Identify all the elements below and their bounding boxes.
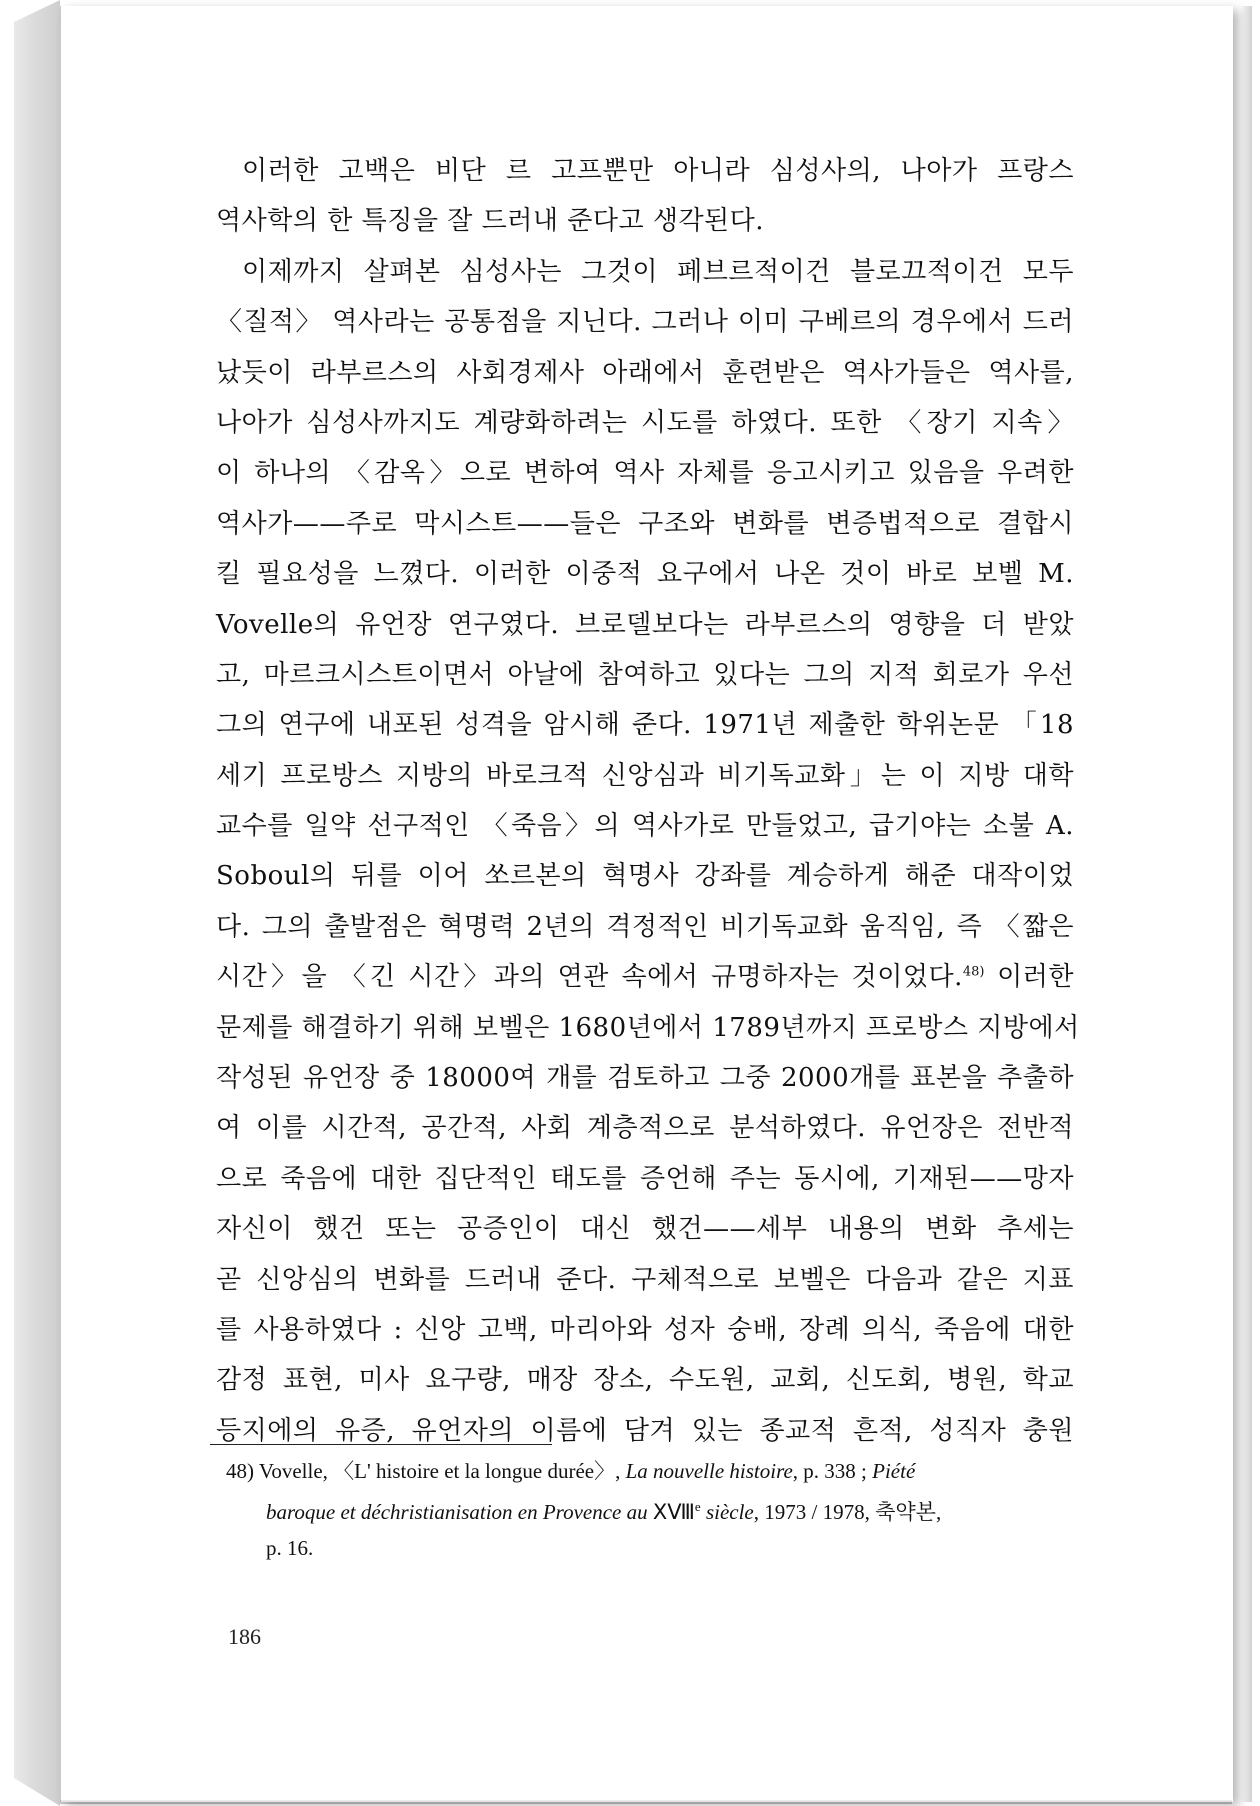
- text-line-content: 역사가——주로 막시스트——들은 구조와 변화를 변증법적으로 결합시: [216, 508, 1074, 539]
- text-line-content: 여 이를 시간적, 공간적, 사회 계층적으로 분석하였다. 유언장은 전반적: [216, 1113, 1074, 1144]
- text-line-content: Vovelle의 유언장 연구였다. 브로델보다는 라부르스의 영향을 더 받았: [216, 609, 1074, 640]
- text-line: [216, 348, 1074, 398]
- text-line-content: 감정 표현, 미사 요구량, 매장 장소, 수도원, 교회, 신도회, 병원, 학교: [216, 1365, 1074, 1396]
- text-line: [216, 902, 1074, 952]
- footnote-text: , p. 338 ;: [792, 1459, 873, 1483]
- footnote-superscript: e: [694, 1499, 701, 1514]
- text-line: [216, 499, 1074, 549]
- text-line-content: 이 하나의 〈감옥〉으로 변하여 역사 자체를 응고시키고 있음을 우려한: [216, 458, 1075, 489]
- footnote-title: baroque et déchristianisation en Provence au: [266, 1500, 653, 1524]
- text-line: [216, 1204, 1074, 1254]
- page-bottom-edge: [60, 1800, 1232, 1804]
- text-line-content: 다. 그의 출발점은 혁명력 2년의 격정적인 비기독교화 움직임, 즉 〈짧은: [216, 911, 1074, 942]
- text-line: [216, 297, 1074, 347]
- text-line: [216, 952, 1074, 1002]
- text-line: [216, 1305, 1074, 1355]
- text-line-content: 고, 마르크시스트이면서 아날에 참여하고 있다는 그의 지적 회로가 우선: [216, 659, 1074, 690]
- text-line-content: 세기 프로방스 지방의 바로크적 신앙심과 비기독교화」는 이 지방 대학: [216, 760, 1074, 791]
- text-line: [216, 1255, 1074, 1305]
- text-line-content: 자신이 했건 또는 공증인이 대신 했건——세부 내용의 변화 추세는: [216, 1214, 1074, 1245]
- footnote-line: [226, 1453, 1076, 1489]
- footnote-text: Vovelle, 〈L' histoire et la longue durée〉,: [254, 1459, 626, 1483]
- text-line-content: 시간〉을 〈긴 시간〉과의 연관 속에서 규명하자는 것이었다.: [216, 962, 963, 993]
- footnote-title: siècle: [700, 1500, 754, 1524]
- text-line-content: 를 사용하였다 : 신앙 고백, 마리아와 성자 숭배, 장례 의식, 죽음에 대한: [216, 1314, 1074, 1345]
- text-line: [216, 751, 1074, 801]
- text-line-content: 그의 연구에 내포된 성격을 암시해 준다. 1971년 제출한 학위논문 「18: [216, 710, 1074, 741]
- text-line: [216, 1053, 1074, 1103]
- text-line-content: 등지에의 유증, 유언자의 이름에 담겨 있는 종교적 흔적, 성직자 충원: [216, 1415, 1074, 1446]
- footnote-rule: [210, 1444, 552, 1445]
- footnote: [226, 1453, 1076, 1566]
- footnote-reference: 48): [962, 964, 985, 980]
- text-line-content: 작성된 유언장 중 18000여 개를 검토하고 그중 2000개를 표본을 추출하: [216, 1063, 1074, 1094]
- footnote-title: Piété: [872, 1459, 916, 1483]
- text-line: [216, 196, 1074, 246]
- text-line: [216, 600, 1074, 650]
- text-line-content: 역사학의 한 특징을 잘 드러내 준다고 생각된다.: [216, 206, 765, 237]
- text-line-content: 곧 신앙심의 변화를 드러내 준다. 구체적으로 보벨은 다음과 같은 지표: [216, 1264, 1074, 1295]
- text-line: [216, 700, 1074, 750]
- footnote-title: La nouvelle histoire: [625, 1459, 793, 1483]
- text-line-content: 나아가 심성사까지도 계량화하려는 시도를 하였다. 또한 〈장기 지속〉: [216, 407, 1074, 438]
- text-line: [216, 146, 1074, 196]
- footnote-line: p. 16.: [266, 1536, 314, 1560]
- text-line: [216, 398, 1074, 448]
- text-line-content: 났듯이 라부르스의 사회경제사 아래에서 훈련받은 역사가들은 역사를,: [216, 357, 1074, 388]
- page-number: 186: [228, 1624, 261, 1649]
- footnote-line: [226, 1489, 1076, 1530]
- text-line-content: 으로 죽음에 대한 집단적인 태도를 증언해 주는 동시에, 기재된——망자: [216, 1163, 1074, 1194]
- text-line-content: 이러한: [984, 962, 1074, 993]
- text-line: [216, 549, 1074, 599]
- text-line: [216, 448, 1074, 498]
- text-line-content: 킬 필요성을 느꼈다. 이러한 이중적 요구에서 나온 것이 바로 보벨 M.: [216, 559, 1074, 590]
- text-line: [216, 650, 1074, 700]
- text-line-content: 이제까지 살펴본 심성사는 그것이 페브르적이건 블로끄적이건 모두: [242, 256, 1074, 287]
- footnote-text: , 1973 / 1978, 축약본,: [753, 1500, 942, 1524]
- text-line: [216, 1355, 1074, 1405]
- text-line: [216, 247, 1074, 297]
- footnote-century: ⅩⅧ: [652, 1500, 695, 1524]
- text-line-content: 〈질적〉 역사라는 공통점을 지닌다. 그러나 이미 구베르의 경우에서 드러: [216, 307, 1074, 338]
- text-line-content: Soboul의 뒤를 이어 쏘르본의 혁명사 강좌를 계승하게 해준 대작이었: [216, 861, 1074, 892]
- footnote-number: 48): [226, 1459, 254, 1483]
- text-line: [216, 851, 1074, 901]
- text-line: [216, 1154, 1074, 1204]
- book-edge: [14, 0, 60, 1806]
- body-text: [216, 146, 1080, 1456]
- text-line-content: 문제를 해결하기 위해 보벨은 1680년에서 1789년까지 프로방스 지방에서: [216, 1012, 1080, 1043]
- text-line: [216, 1103, 1074, 1153]
- text-line: [216, 801, 1074, 851]
- text-line-content: 교수를 일약 선구적인 〈죽음〉의 역사가로 만들었고, 급기야는 소불 A.: [216, 811, 1074, 842]
- text-line-content: 이러한 고백은 비단 르 고프뿐만 아니라 심성사의, 나아가 프랑스: [242, 156, 1074, 186]
- text-line: [216, 1003, 1080, 1053]
- page-shadow: [1240, 6, 1252, 1802]
- text-line: [216, 1406, 1074, 1456]
